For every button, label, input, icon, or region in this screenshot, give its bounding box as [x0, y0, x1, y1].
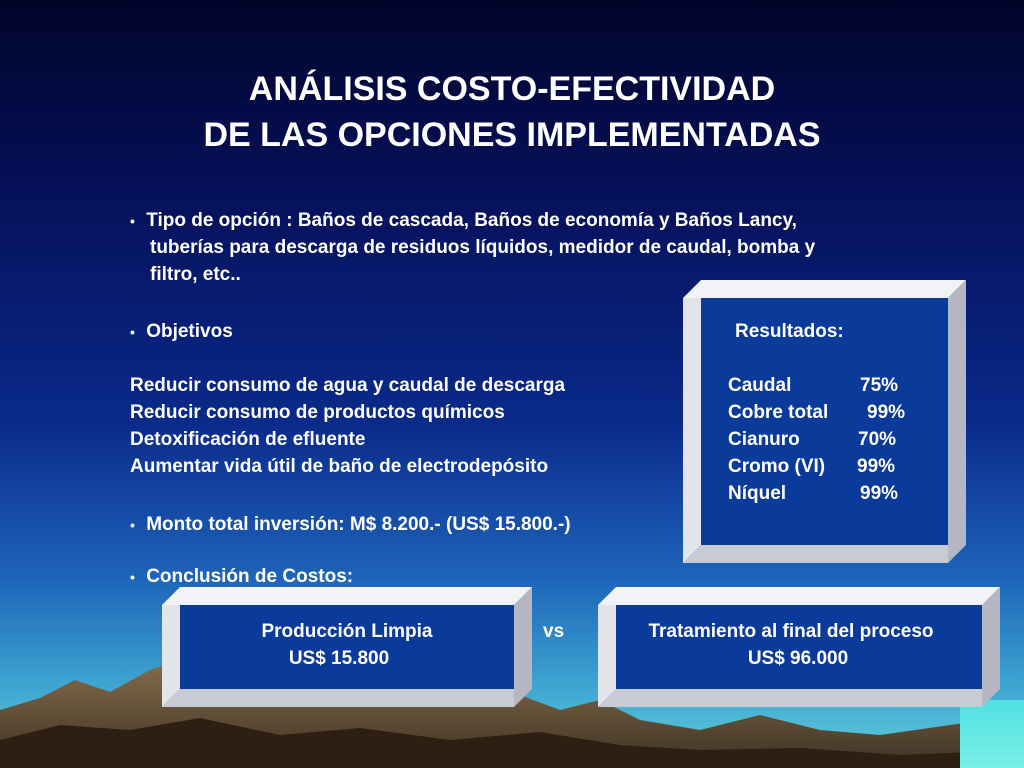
title-line-2: DE LAS OPCIONES IMPLEMENTADAS [203, 116, 821, 154]
objetivos-label: Objetivos [146, 321, 233, 342]
objetivo-item: Aumentar vida útil de baño de electrodepósito [130, 456, 549, 477]
result-name: Cianuro [728, 429, 800, 450]
resultados-header: Resultados: [735, 321, 844, 342]
result-value: 99% [860, 483, 899, 504]
tratamiento-label: Tratamiento al final del proceso [648, 621, 934, 642]
result-value: 70% [858, 429, 897, 450]
objetivo-item: Detoxificación de efluente [130, 429, 366, 450]
result-name: Cromo (VI) [728, 456, 826, 477]
produccion-limpia-value: US$ 15.800 [288, 648, 390, 669]
tipo-line-3: filtro, etc.. [150, 264, 241, 285]
monto-text: Monto total inversión: M$ 8.200.- (US$ 15.800.-) [146, 514, 571, 535]
bullet-monto [130, 511, 571, 539]
tipo-line-2: tuberías para descarga de residuos líquidos, medidor de caudal, bomba y [150, 237, 816, 258]
result-value: 99% [857, 456, 896, 477]
tipo-line-1: Tipo de opción : Baños de cascada, Baños de economía y Baños Lancy, [146, 210, 797, 231]
bullet-objetivos [130, 318, 233, 346]
result-name: Cobre total [728, 402, 829, 423]
result-name: Caudal [728, 375, 792, 396]
page-title [0, 66, 1024, 158]
result-name: Níquel [728, 483, 787, 504]
title-line-1: ANÁLISIS COSTO-EFECTIVIDAD [248, 70, 776, 108]
vs-label: vs [543, 621, 565, 642]
objetivo-item: Reducir consumo de productos químicos [130, 402, 505, 423]
bullet-dot-icon: • [130, 569, 135, 585]
bullet-dot-icon: • [130, 324, 135, 340]
objetivo-item: Reducir consumo de agua y caudal de descarga [130, 375, 566, 396]
bullet-dot-icon: • [130, 213, 135, 229]
result-value: 99% [867, 402, 906, 423]
result-value: 75% [860, 375, 899, 396]
tratamiento-value: US$ 96.000 [747, 648, 849, 669]
conclusion-text: Conclusión de Costos: [146, 566, 354, 587]
bullet-dot-icon: • [130, 517, 135, 533]
bullet-tipo [130, 207, 797, 235]
produccion-limpia-label: Producción Limpia [261, 621, 433, 642]
water-patch [960, 700, 1024, 768]
